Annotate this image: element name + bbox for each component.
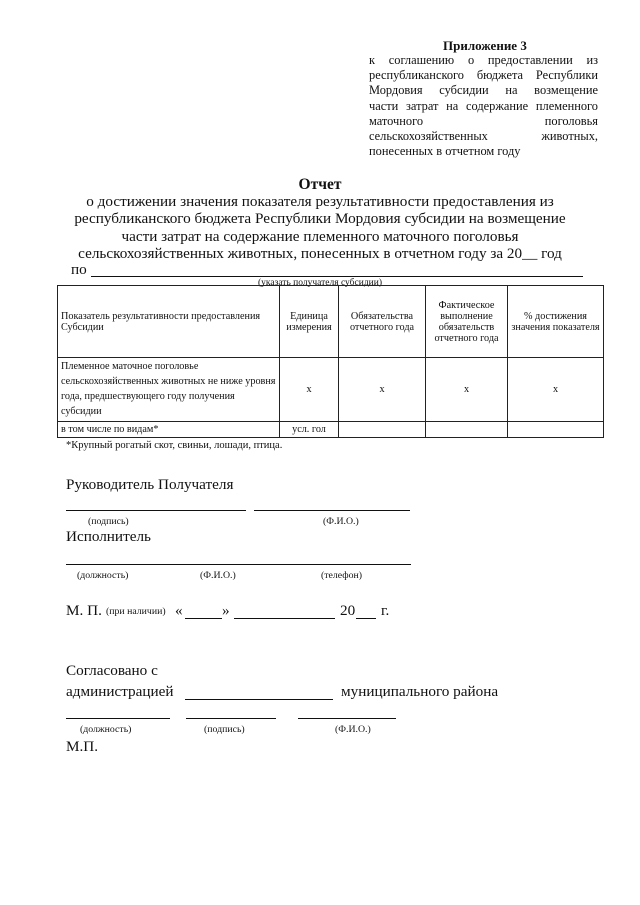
agreed-district-line[interactable]	[185, 699, 333, 700]
annex-line: понесенных в отчетном году	[369, 144, 521, 159]
table-header-cell: % достижения значения показателя	[508, 286, 604, 358]
executor-label: Исполнитель	[66, 528, 151, 545]
table-row	[58, 422, 604, 438]
date-year-line[interactable]	[356, 618, 376, 619]
recipient-label: по	[71, 261, 87, 278]
head-fio-line[interactable]	[254, 510, 410, 511]
annex-line: Мордовия субсидии на возмещение	[369, 83, 598, 98]
agreed-sign-hint: (подпись)	[204, 724, 245, 735]
executor-phone-hint: (телефон)	[321, 570, 363, 581]
executor-line[interactable]	[66, 564, 411, 565]
report-subtitle-line: сельскохозяйственных животных, понесенных в отчетном году за 20__ год	[78, 244, 562, 262]
agreed-label-line1: Согласовано с	[66, 662, 158, 679]
annex-description	[369, 53, 598, 159]
table-cell[interactable]	[508, 422, 604, 438]
table-cell[interactable]	[339, 422, 426, 438]
table-cell: х	[280, 358, 339, 422]
recipient-hint: (указать получателя субсидии)	[257, 278, 382, 288]
annex-line: части затрат на содержание племенного	[369, 98, 598, 113]
results-table	[57, 285, 604, 438]
table-header-cell: Фактическое выполнение обязательств отчетного года	[426, 286, 508, 358]
table-row	[58, 358, 604, 422]
report-title: Отчет	[298, 176, 342, 193]
table-cell: Племенное маточное поголовье сельскохозяйственных животных не ниже уровня года, предшествующего году получения субсидии	[58, 358, 280, 422]
agreed-signature-line[interactable]	[186, 718, 276, 719]
date-year-prefix: 20	[340, 602, 356, 619]
executor-fio-hint: (Ф.И.О.)	[200, 570, 236, 581]
head-sign-hint: (подпись)	[88, 516, 129, 527]
head-label: Руководитель Получателя	[66, 476, 234, 493]
date-day-line[interactable]	[185, 618, 222, 619]
agreed-position-line[interactable]	[66, 718, 170, 719]
table-cell[interactable]	[426, 422, 508, 438]
table-header-cell: Показатель результативности предоставления Субсидии	[58, 286, 280, 358]
recipient-field-line[interactable]	[91, 276, 583, 277]
table-cell: х	[426, 358, 508, 422]
annex-line: маточного поголовья	[369, 113, 598, 128]
date-close-quote: »	[222, 602, 230, 619]
stamp-note: (при наличии)	[106, 606, 166, 617]
date-open-quote: «	[175, 602, 183, 619]
agreed-label-line2: администрацией	[66, 683, 174, 700]
agreed-stamp-label: М.П.	[66, 738, 99, 755]
table-header-cell: Единица измерения	[280, 286, 339, 358]
executor-position-hint: (должность)	[77, 570, 129, 581]
table-cell: х	[339, 358, 426, 422]
report-subtitle-line: части затрат на содержание племенного маточного поголовья	[121, 227, 519, 245]
annex-line: к соглашению о предоставлении из	[369, 53, 598, 67]
annex-title: Приложение 3	[443, 38, 527, 53]
agreed-fio-line[interactable]	[298, 718, 396, 719]
report-subtitle	[60, 193, 580, 262]
table-header-cell: Обязательства отчетного года	[339, 286, 426, 358]
date-year-suffix: г.	[381, 602, 390, 619]
table-cell: усл. гол	[280, 422, 339, 438]
stamp-label: М. П.	[66, 602, 102, 619]
head-signature-line[interactable]	[66, 510, 246, 511]
table-cell: в том числе по видам*	[58, 422, 280, 438]
table-header-row	[58, 286, 604, 358]
annex-line: республиканского бюджета Республики	[369, 68, 598, 83]
annex-line: сельскохозяйственных животных,	[369, 129, 598, 144]
agreed-position-hint: (должность)	[80, 724, 132, 735]
footnote: *Крупный рогатый скот, свиньи, лошади, птица.	[66, 440, 283, 451]
table-cell: х	[508, 358, 604, 422]
head-fio-hint: (Ф.И.О.)	[323, 516, 359, 527]
date-month-line[interactable]	[234, 618, 335, 619]
report-subtitle-line: о достижении значения показателя результативности предоставления из	[86, 193, 554, 210]
agreed-district-label: муниципального района	[341, 683, 499, 700]
report-subtitle-line: республиканского бюджета Республики Мордовия субсидии на возмещение	[74, 210, 566, 228]
agreed-fio-hint: (Ф.И.О.)	[335, 724, 371, 735]
